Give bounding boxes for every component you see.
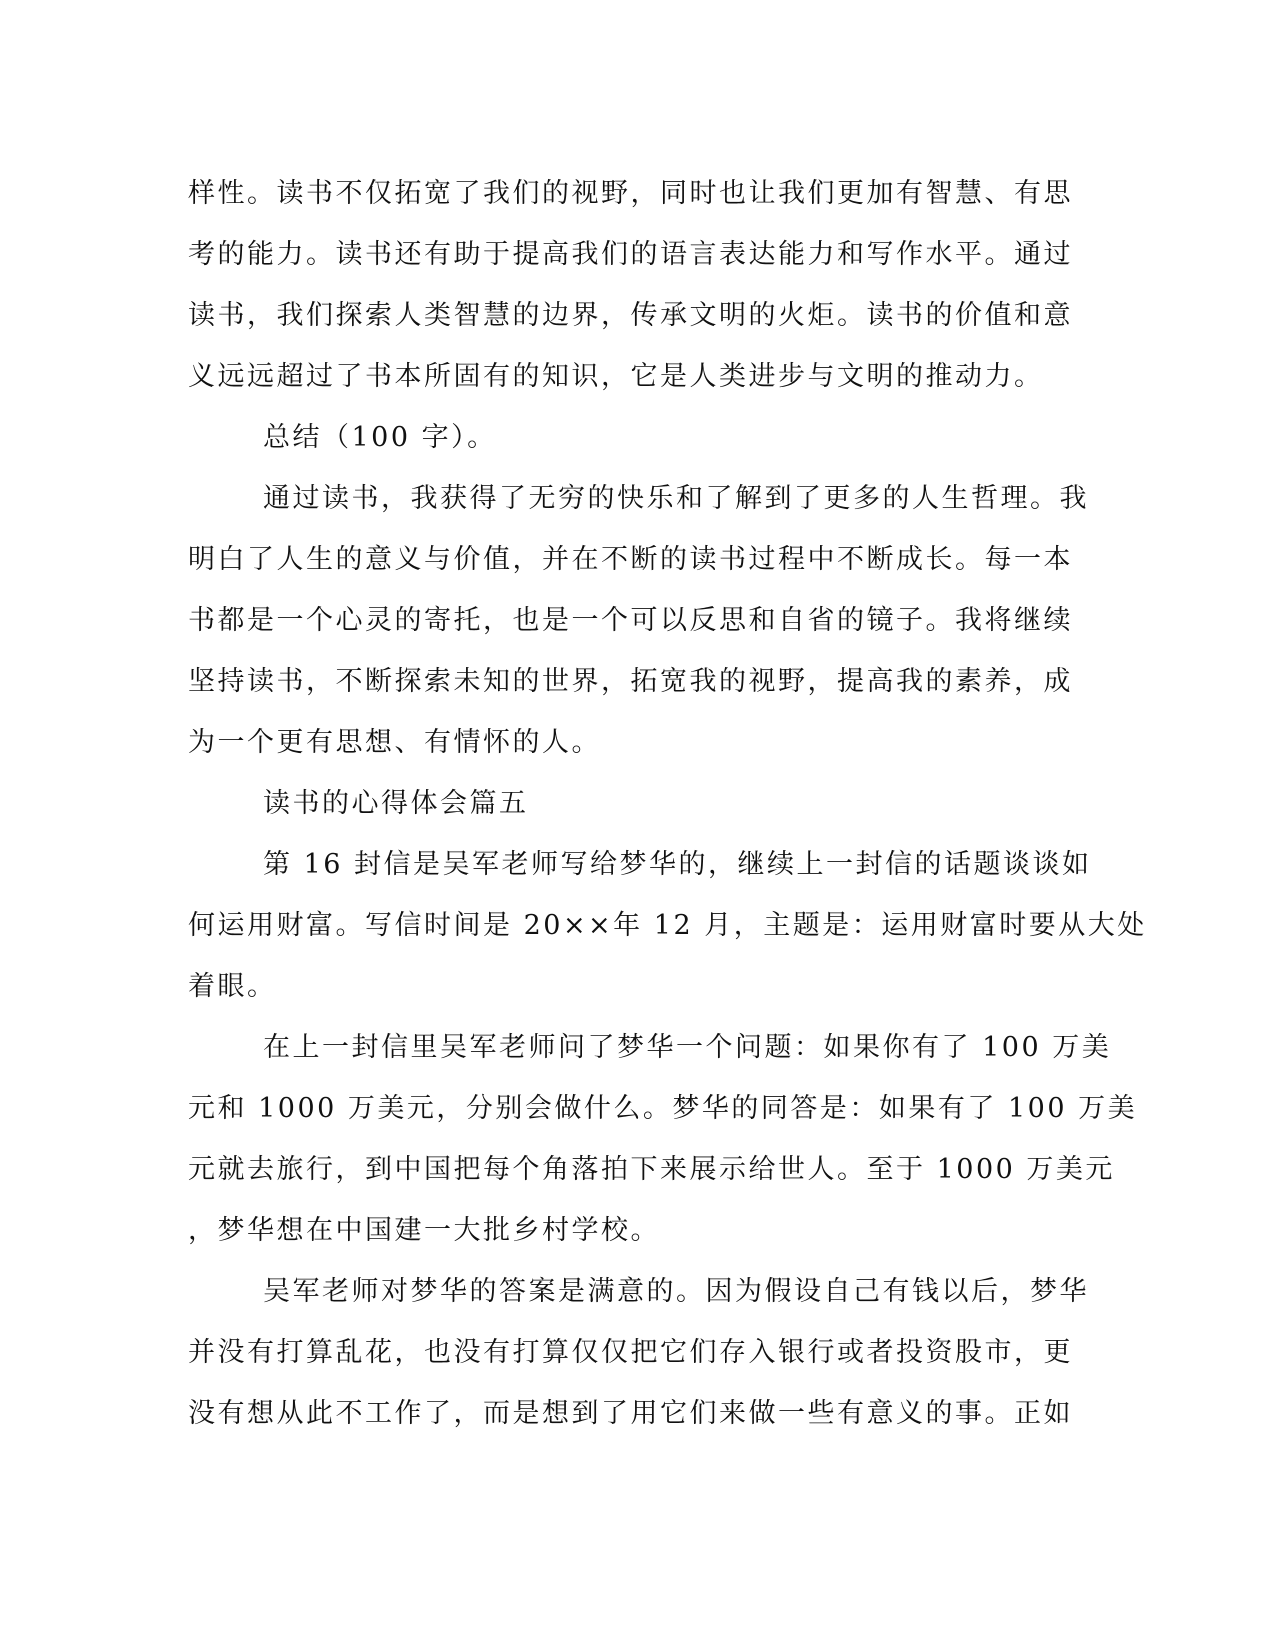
text-line: 义远远超过了书本所固有的知识，它是人类进步与文明的推动力。 bbox=[188, 361, 1044, 392]
section-heading-part-five bbox=[188, 773, 1088, 834]
paragraph-continuation bbox=[188, 163, 1088, 407]
text-line: 书都是一个心灵的寄托，也是一个可以反思和自省的镜子。我将继续 bbox=[188, 605, 1073, 636]
paragraph-letter-16 bbox=[188, 834, 1147, 1017]
text-line: 并没有打算乱花，也没有打算仅仅把它们存入银行或者投资股市，更 bbox=[188, 1337, 1073, 1368]
text-line: 没有想从此不工作了，而是想到了用它们来做一些有意义的事。正如 bbox=[188, 1398, 1073, 1429]
text-line: 通过读书，我获得了无穷的快乐和了解到了更多的人生哲理。我 bbox=[263, 483, 1089, 514]
text-line: 读书，我们探索人类智慧的边界，传承文明的火炬。读书的价值和意 bbox=[188, 300, 1073, 331]
text-line: 读书的心得体会篇五 bbox=[263, 788, 529, 819]
text-line: 样性。读书不仅拓宽了我们的视野，同时也让我们更加有智慧、有思 bbox=[188, 178, 1073, 209]
text-line: 坚持读书，不断探索未知的世界，拓宽我的视野，提高我的素养，成 bbox=[188, 666, 1073, 697]
paragraph-answer bbox=[188, 1261, 1088, 1444]
text-line: 总结（100 字）。 bbox=[263, 422, 497, 453]
text-line: 吴军老师对梦华的答案是满意的。因为假设自己有钱以后，梦华 bbox=[263, 1276, 1089, 1307]
text-line: 为一个更有思想、有情怀的人。 bbox=[188, 727, 601, 758]
text-line: ，梦华想在中国建一大批乡村学校。 bbox=[188, 1215, 660, 1246]
text-line: 在上一封信里吴军老师问了梦华一个问题：如果你有了 100 万美 bbox=[263, 1032, 1112, 1063]
text-line: 何运用财富。写信时间是 20××年 12 月，主题是：运用财富时要从大处 bbox=[188, 910, 1147, 941]
paragraph-question bbox=[188, 1017, 1138, 1261]
section-heading-summary bbox=[188, 407, 1088, 468]
text-line: 元和 1000 万美元，分别会做什么。梦华的同答是：如果有了 100 万美 bbox=[188, 1093, 1138, 1124]
document-body bbox=[188, 163, 1147, 1444]
text-line: 元就去旅行，到中国把每个角落拍下来展示给世人。至于 1000 万美元 bbox=[188, 1154, 1115, 1185]
text-line: 明白了人生的意义与价值，并在不断的读书过程中不断成长。每一本 bbox=[188, 544, 1073, 575]
text-line: 考的能力。读书还有助于提高我们的语言表达能力和写作水平。通过 bbox=[188, 239, 1073, 270]
paragraph-summary bbox=[188, 468, 1088, 773]
text-line: 第 16 封信是吴军老师写给梦华的，继续上一封信的话题谈谈如 bbox=[263, 849, 1092, 880]
text-line: 着眼。 bbox=[188, 971, 277, 1002]
